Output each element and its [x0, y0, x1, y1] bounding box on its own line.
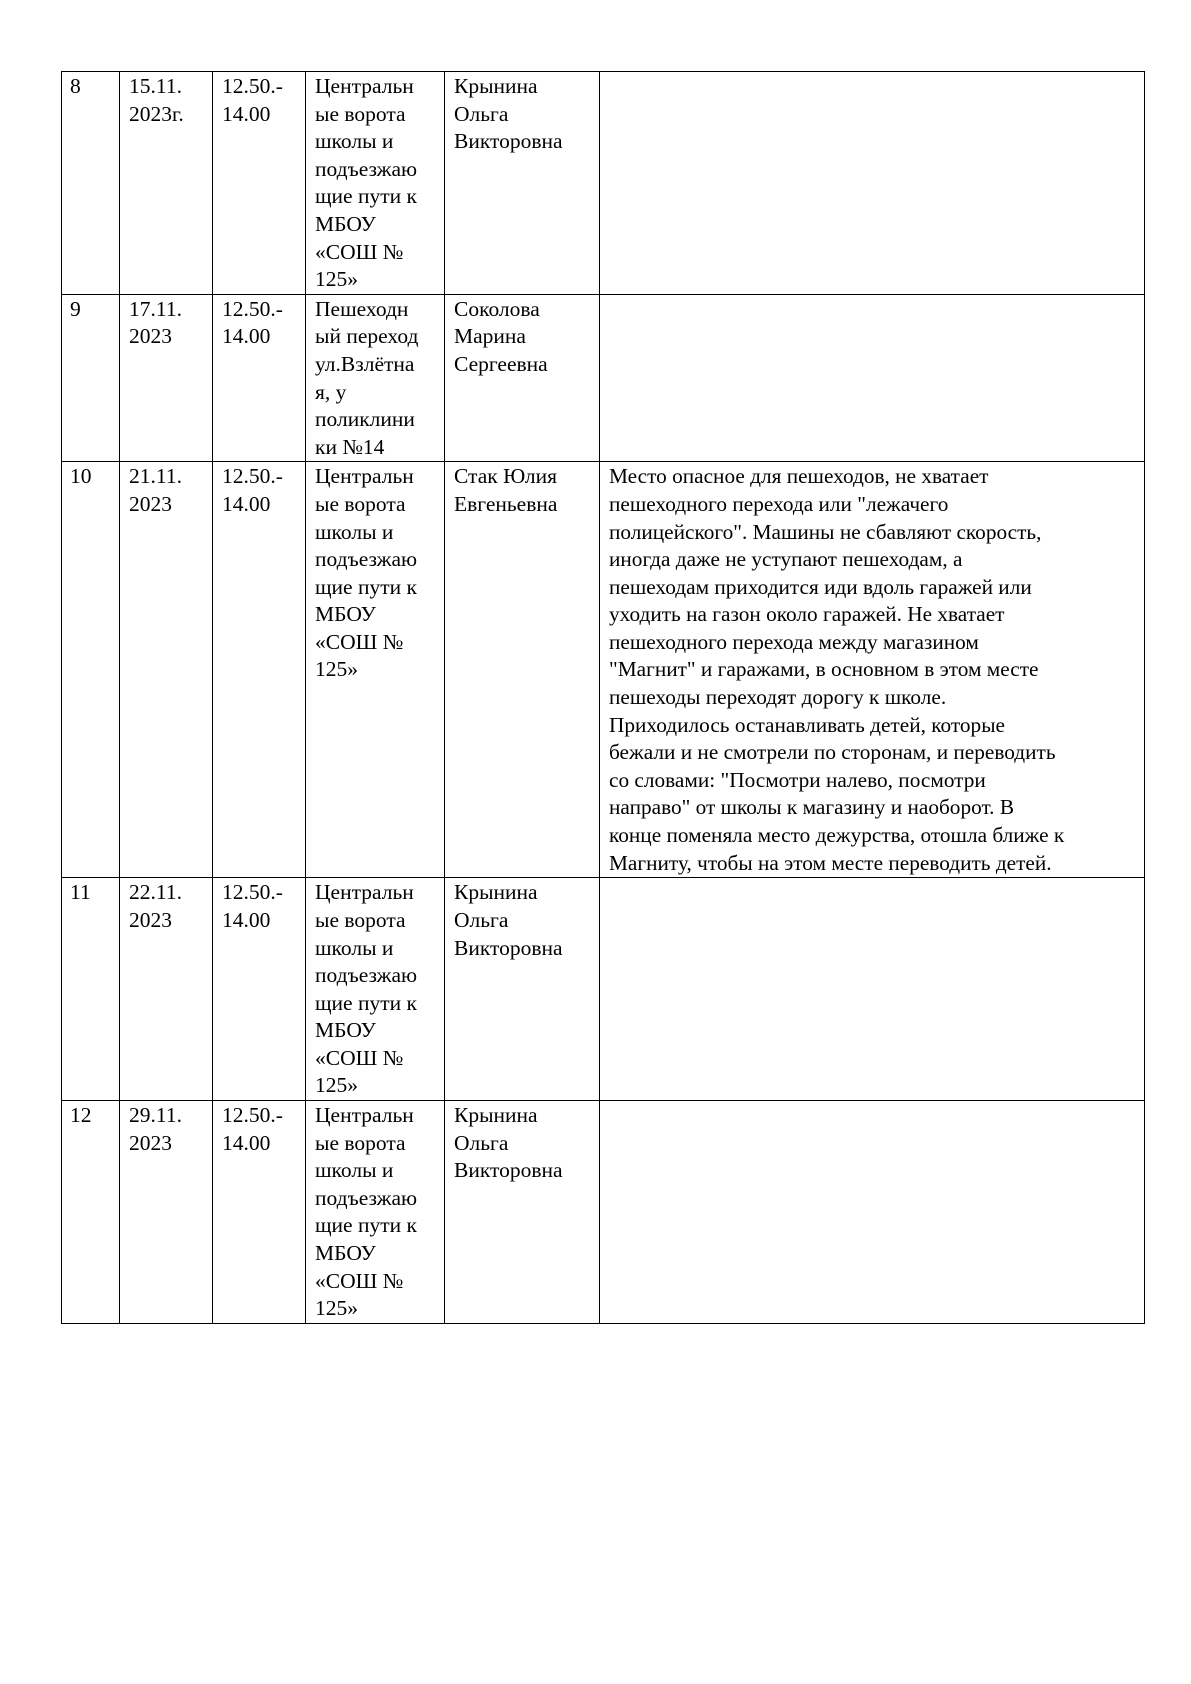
person-cell: Соколова Марина Сергеевна — [445, 294, 600, 462]
time-cell: 12.50.- 14.00 — [213, 462, 306, 878]
note-cell — [600, 294, 1145, 462]
table-row — [62, 1101, 1145, 1324]
note-cell — [600, 878, 1145, 1101]
duty-schedule-table — [61, 71, 1145, 1324]
place-cell: Центральн ые ворота школы и подъезжаю щие пути к МБОУ «СОШ № 125» — [306, 878, 445, 1101]
time-cell: 12.50.- 14.00 — [213, 878, 306, 1101]
table-row — [62, 462, 1145, 878]
note-cell: Место опасное для пешеходов, не хватает пешеходного перехода или "лежачего полицейского". Машины не сбавляют скорость, иногда даже не уступают пешеходам, а пешеходам приходится иди вдоль гаражей или уходить на газон около гаражей. Не хватает пешеходного перехода между магазином "Магнит" и гаражами, в основном в этом месте пешеходы переходят дорогу к школе. Приходилось останавливать детей, которые бежали и не смотрели по сторонам, и переводить со словами: "Посмотри налево, посмотри направо" от школы к магазину и наоборот. В конце поменяла место дежурства, отошла ближе к Магниту, чтобы на этом месте переводить детей. — [600, 462, 1145, 878]
row-number-cell: 11 — [62, 878, 120, 1101]
place-cell: Центральн ые ворота школы и подъезжаю щие пути к МБОУ «СОШ № 125» — [306, 462, 445, 878]
row-number-cell: 12 — [62, 1101, 120, 1324]
note-cell — [600, 72, 1145, 295]
table-row — [62, 878, 1145, 1101]
time-cell: 12.50.- 14.00 — [213, 294, 306, 462]
place-cell: Пешеходн ый переход ул.Взлётна я, у поликлини ки №14 — [306, 294, 445, 462]
person-cell: Крынина Ольга Викторовна — [445, 1101, 600, 1324]
note-cell — [600, 1101, 1145, 1324]
place-cell: Центральн ые ворота школы и подъезжаю щие пути к МБОУ «СОШ № 125» — [306, 72, 445, 295]
person-cell: Стак Юлия Евгеньевна — [445, 462, 600, 878]
row-number-cell: 10 — [62, 462, 120, 878]
place-cell: Центральн ые ворота школы и подъезжаю щие пути к МБОУ «СОШ № 125» — [306, 1101, 445, 1324]
time-cell: 12.50.- 14.00 — [213, 1101, 306, 1324]
date-cell: 15.11. 2023г. — [120, 72, 213, 295]
date-cell: 17.11. 2023 — [120, 294, 213, 462]
person-cell: Крынина Ольга Викторовна — [445, 72, 600, 295]
date-cell: 21.11. 2023 — [120, 462, 213, 878]
table-row — [62, 72, 1145, 295]
date-cell: 29.11. 2023 — [120, 1101, 213, 1324]
row-number-cell: 8 — [62, 72, 120, 295]
time-cell: 12.50.- 14.00 — [213, 72, 306, 295]
person-cell: Крынина Ольга Викторовна — [445, 878, 600, 1101]
row-number-cell: 9 — [62, 294, 120, 462]
table-row — [62, 294, 1145, 462]
date-cell: 22.11. 2023 — [120, 878, 213, 1101]
